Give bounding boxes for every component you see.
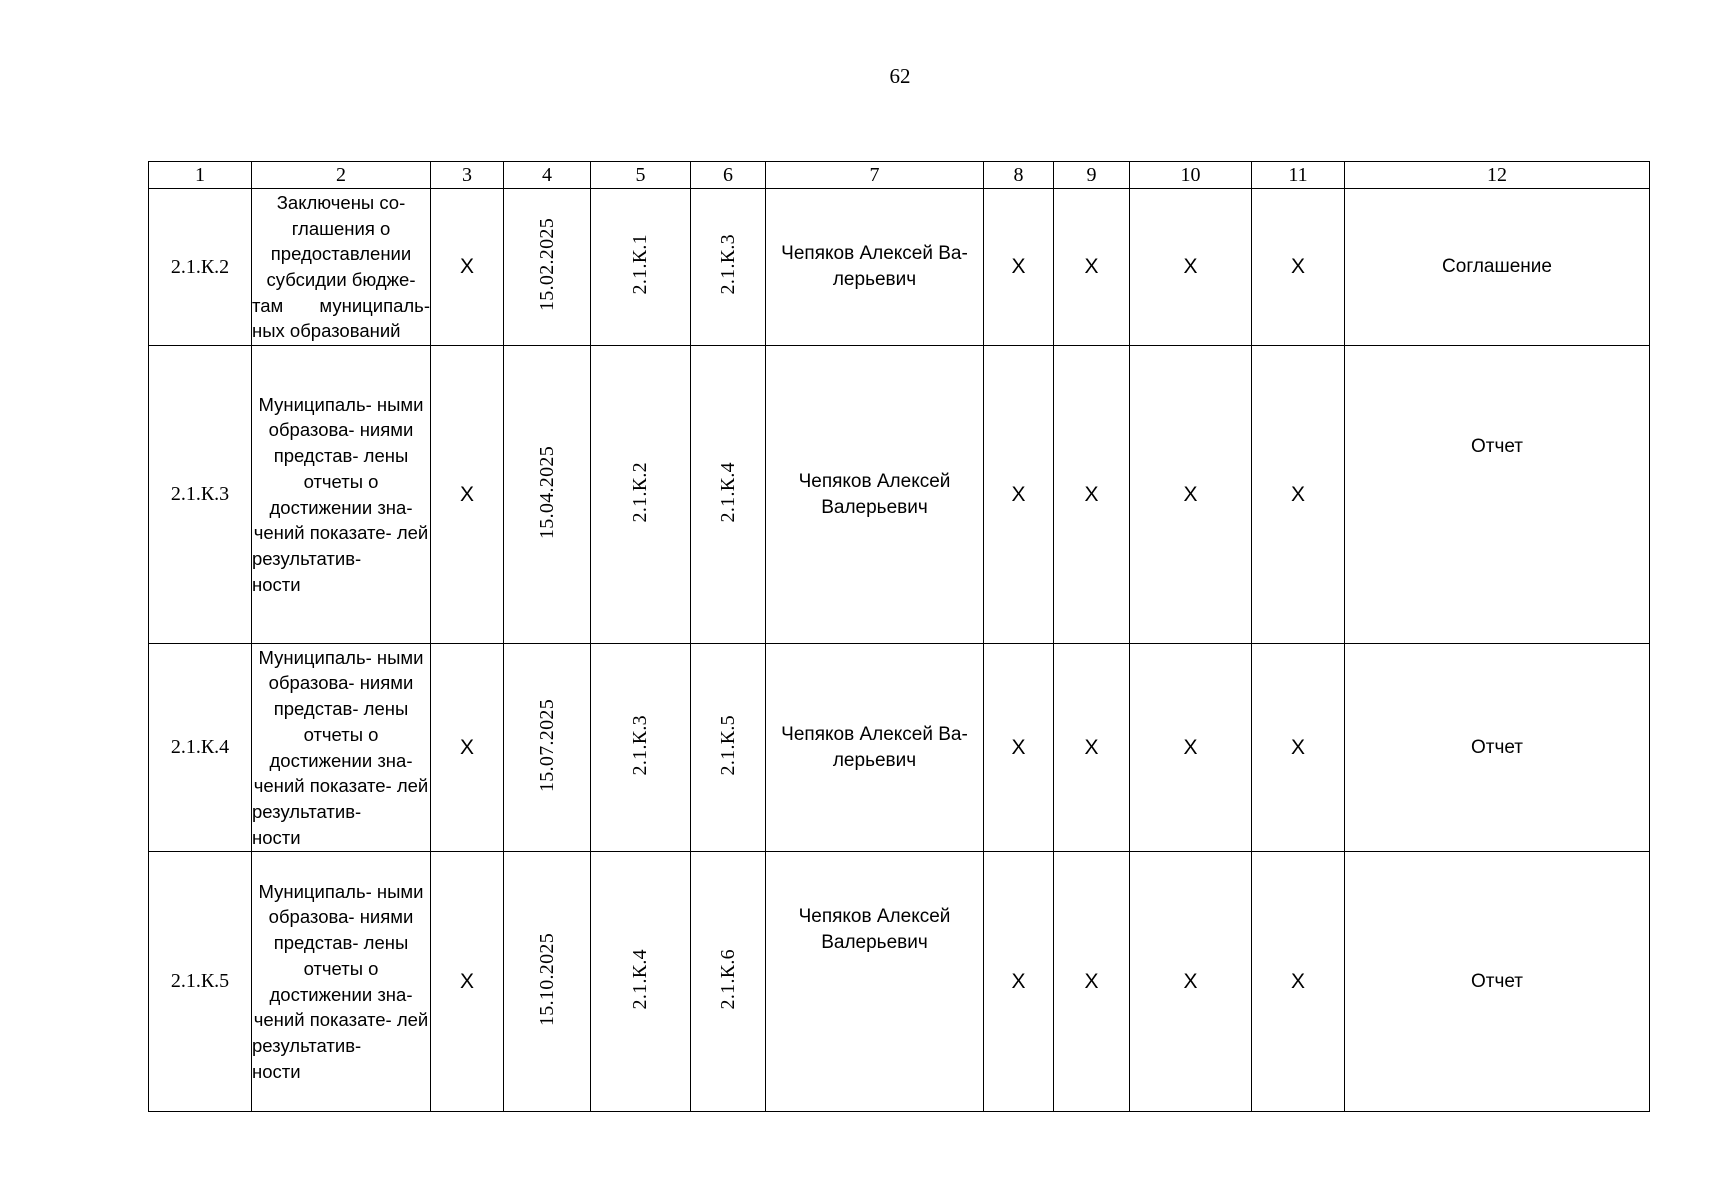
responsible-line: Валерьевич: [821, 496, 928, 518]
description-line: Муниципаль-: [258, 393, 372, 415]
predecessor-cell: [591, 346, 691, 644]
predecessor-text: 2.1.К.4: [629, 948, 651, 1010]
description-line: достижении зна-: [269, 749, 413, 771]
date-cell: [504, 852, 591, 1112]
date-cell: [504, 644, 591, 852]
description-line: там муниципаль-: [252, 294, 430, 316]
column-header: 3: [431, 162, 504, 189]
date-text: 15.04.2025: [535, 445, 558, 539]
x-mark: X: [1130, 852, 1252, 1112]
description-line: ных образований: [252, 320, 401, 342]
description-line: чений показате-: [253, 522, 392, 544]
x-mark: X: [1054, 189, 1130, 346]
description-line: лены отчеты о: [303, 698, 409, 745]
column-header: 6: [691, 162, 766, 189]
x-mark: X: [984, 852, 1054, 1112]
successor-text: 2.1.К.5: [716, 714, 739, 776]
column-header: 8: [984, 162, 1054, 189]
predecessor-text: 2.1.К.1: [629, 234, 651, 295]
description-line: Заключены со-: [276, 191, 406, 213]
control-point-code: 2.1.К.3: [149, 346, 252, 644]
document-type: Отчет: [1345, 346, 1650, 644]
responsible-line: Валерьевич: [821, 932, 928, 953]
x-mark: X: [431, 189, 504, 346]
description-line: Муниципаль-: [258, 880, 372, 902]
document-type: Отчет: [1345, 644, 1650, 852]
responsible-line: Чепяков Алексей: [798, 906, 951, 927]
table-row: [149, 346, 1650, 644]
successor-cell: [691, 189, 766, 346]
page-number: 62: [889, 64, 911, 88]
x-mark: X: [1054, 644, 1130, 852]
x-mark: X: [1252, 189, 1345, 346]
column-header: 12: [1345, 162, 1650, 189]
description-line: ными образова-: [268, 880, 424, 928]
date-text: 15.02.2025: [535, 218, 558, 311]
column-header: 4: [504, 162, 591, 189]
date-cell: [504, 189, 591, 346]
predecessor-text: 2.1.К.2: [629, 461, 651, 523]
predecessor-cell: [591, 644, 691, 852]
responsible-person: [766, 852, 984, 1112]
x-mark: X: [984, 346, 1054, 644]
description-line: достижении зна-: [269, 983, 413, 1005]
date-text: 15.07.2025: [535, 698, 558, 792]
table-row: [149, 644, 1650, 852]
column-header: 9: [1054, 162, 1130, 189]
description-line: лены отчеты о: [303, 932, 409, 979]
x-mark: X: [1054, 346, 1130, 644]
control-point-description: [252, 852, 431, 1112]
control-point-description: [252, 189, 431, 346]
table-row: [149, 852, 1650, 1112]
column-header: 11: [1252, 162, 1345, 189]
successor-text: 2.1.К.3: [716, 234, 739, 295]
description-line: достижении зна-: [269, 496, 413, 518]
control-point-code: 2.1.К.2: [149, 189, 252, 346]
successor-cell: [691, 644, 766, 852]
responsible-line: лерьевич: [832, 749, 917, 771]
x-mark: X: [1054, 852, 1130, 1112]
date-cell: [504, 346, 591, 644]
description-line: глашения о: [291, 217, 391, 239]
description-line: ности: [252, 573, 301, 595]
description-line: ными образова-: [268, 393, 424, 441]
responsible-line: Чепяков Алексей Ва-: [781, 723, 968, 745]
predecessor-cell: [591, 189, 691, 346]
predecessor-text: 2.1.К.3: [629, 714, 651, 776]
description-line: ности: [252, 1060, 301, 1082]
document-type: Отчет: [1345, 852, 1650, 1112]
x-mark: X: [1130, 189, 1252, 346]
description-line: ниями представ-: [273, 419, 414, 467]
responsible-line: Чепяков Алексей: [798, 470, 951, 492]
column-header: 10: [1130, 162, 1252, 189]
responsible-person: [766, 346, 984, 644]
description-line: ниями представ-: [273, 906, 414, 954]
description-line: ности: [252, 826, 301, 848]
x-mark: X: [1252, 346, 1345, 644]
description-line: ниями представ-: [273, 672, 414, 720]
control-point-code: 2.1.К.4: [149, 644, 252, 852]
x-mark: X: [1130, 346, 1252, 644]
description-line: предоставлении: [270, 243, 412, 265]
responsible-line: Чепяков Алексей Ва-: [781, 243, 968, 264]
description-line: лей результатив-: [252, 775, 429, 822]
column-header: 2: [252, 162, 431, 189]
x-mark: X: [431, 852, 504, 1112]
description-line: субсидии бюдже-: [266, 269, 416, 290]
description-line: лей результатив-: [252, 1009, 429, 1056]
responsible-line: лерьевич: [832, 269, 917, 290]
x-mark: X: [1130, 644, 1252, 852]
x-mark: X: [431, 346, 504, 644]
description-line: Муниципаль-: [258, 646, 372, 668]
responsible-person: [766, 644, 984, 852]
control-point-code: 2.1.К.5: [149, 852, 252, 1112]
control-point-description: [252, 346, 431, 644]
description-line: чений показате-: [253, 775, 392, 797]
description-line: чений показате-: [253, 1009, 392, 1031]
successor-text: 2.1.К.6: [716, 948, 739, 1010]
control-point-description: [252, 644, 431, 852]
successor-cell: [691, 346, 766, 644]
description-line: ными образова-: [268, 646, 424, 694]
column-header: 7: [766, 162, 984, 189]
x-mark: X: [984, 189, 1054, 346]
x-mark: X: [984, 644, 1054, 852]
description-line: лей результатив-: [252, 522, 429, 569]
x-mark: X: [1252, 852, 1345, 1112]
table-row: [149, 189, 1650, 346]
x-mark: X: [431, 644, 504, 852]
document-type: Соглашение: [1345, 189, 1650, 346]
column-header: 1: [149, 162, 252, 189]
column-header: 5: [591, 162, 691, 189]
date-text: 15.10.2025: [535, 932, 558, 1026]
responsible-person: [766, 189, 984, 346]
plan-table: [148, 161, 1650, 1112]
x-mark: X: [1252, 644, 1345, 852]
successor-text: 2.1.К.4: [716, 461, 739, 523]
successor-cell: [691, 852, 766, 1112]
description-line: лены отчеты о: [303, 445, 409, 492]
predecessor-cell: [591, 852, 691, 1112]
column-number-row: [149, 162, 1650, 189]
